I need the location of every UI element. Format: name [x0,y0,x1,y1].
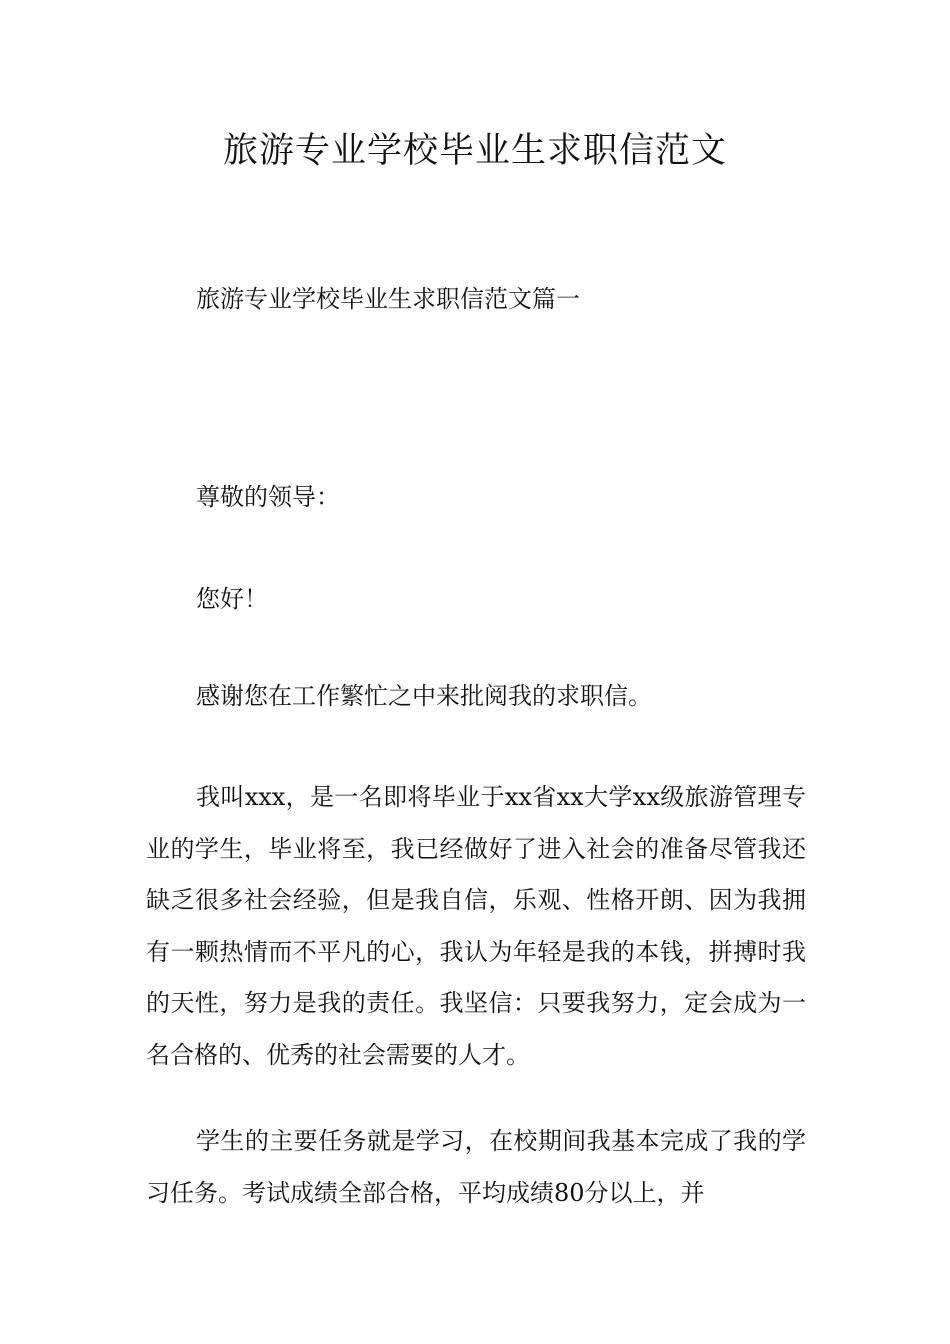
paragraph-introduction: 我叫xxx，是一名即将毕业于xx省xx大学xx级旅游管理专业的学生，毕业将至，我已经做好了进入社会的准备尽管我还缺乏很多社会经验，但是我自信，乐观、性格开朗、因为我拥有一颗热情而不平凡的心，我认为年轻是我的本钱，拼搏时我的天性，努力是我的责任。我坚信：只要我努力，定会成为一名合格的、优秀的社会需要的人才。 [146,783,806,1069]
greeting: 您好！ [196,585,268,613]
section-heading: 旅游专业学校毕业生求职信范文篇一 [196,285,580,313]
paragraph-thanks: 感谢您在工作繁忙之中来批阅我的求职信。 [196,682,652,710]
salutation: 尊敬的领导： [196,483,340,511]
document-title: 旅游专业学校毕业生求职信范文 [222,131,727,171]
paragraph-study: 学生的主要任务就是学习，在校期间我基本完成了我的学习任务。考试成绩全部合格，平均成绩80分以上，并 [146,1127,806,1207]
